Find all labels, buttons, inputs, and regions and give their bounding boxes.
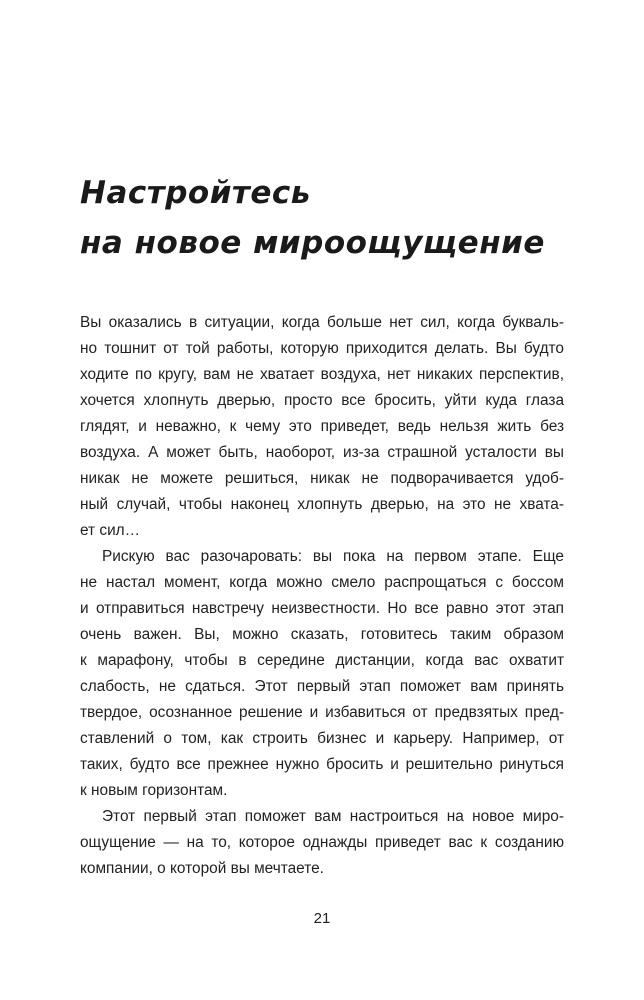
text-line: глядят, и неважно, к чему это приведет, ведь нельзя жить без [80,418,564,435]
text-line: ощущение — на то, которое однажды приведет вас к созданию [80,834,564,851]
text-line: слабость, не сдаться. Этот первый этап поможет вам принять [80,678,564,695]
text-line: хочется хлопнуть дверью, просто все бросить, уйти куда глаза [80,392,564,409]
text-line: ставлений о том, как строить бизнес и карьеру. Например, от [80,730,564,747]
text-line: воздуха. А может быть, наоборот, из-за страшной усталости вы [80,444,564,461]
text-line: Вы оказались в ситуации, когда больше нет сил, когда букваль- [80,314,564,331]
text-line: ходите по кругу, вам не хватает воздуха, нет никаких перспектив, [80,366,564,383]
chapter-title-line-2: на новое мироощущение [80,225,545,261]
text-line: к новым горизонтам. [80,782,228,799]
paragraph [80,804,564,882]
text-line: очень важен. Вы, можно сказать, готовитесь таким образом [80,626,564,643]
text-line: к марафону, чтобы в середине дистанции, когда вас охватит [80,652,564,669]
page-number: 21 [313,910,331,927]
text-line: компании, о которой вы мечтаете. [80,860,324,877]
text-line: Рискую вас разочаровать: вы пока на первом этапе. Еще [102,548,564,565]
text-line: не настал момент, когда можно смело распрощаться с боссом [80,574,564,591]
chapter-title [80,168,580,268]
text-line: но тошнит от той работы, которую приходится делать. Вы будто [80,340,564,357]
text-line: ет сил… [80,522,141,539]
text-line: твердое, осознанное решение и избавиться от предвзятых пред- [80,704,564,721]
paragraph [80,544,564,804]
text-line: таких, будто все прежнее нужно бросить и решительно ринуться [80,756,564,773]
text-line: и отправиться навстречу неизвестности. Но все равно этот этап [80,600,564,617]
text-line: никак не можете решиться, никак не подворачивается удоб- [80,470,564,487]
text-line: ный случай, чтобы наконец хлопнуть дверью, на это не хвата- [80,496,564,513]
paragraph [80,310,564,544]
chapter-title-line-1: Настройтесь [80,175,311,211]
body-text [80,310,564,882]
text-line: Этот первый этап поможет вам настроиться на новое миро- [102,808,564,825]
